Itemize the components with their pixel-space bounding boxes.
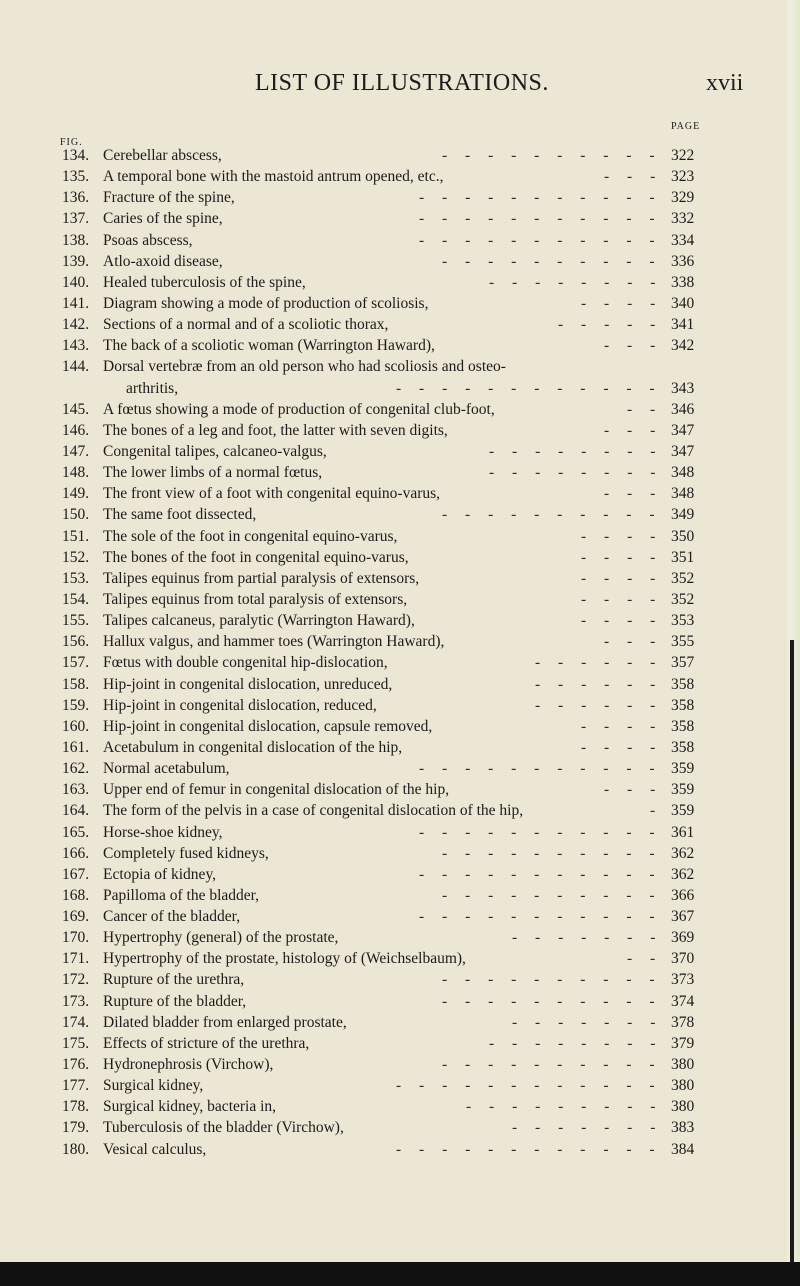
figure-title: Ectopia of kidney, [103,865,217,883]
leader-dots: - - - - [581,569,663,587]
figure-title: Surgical kidney, [103,1077,204,1095]
figure-title: The form of the pelvis in a case of congenital dislocation of the hip, [103,802,524,820]
figure-page: 358 [671,696,695,714]
list-item [62,864,702,885]
figure-title: Hallux valgus, and hammer toes (Warrington Haward), [103,633,445,651]
figure-number: 156. [62,633,90,651]
leader-dots: - - - - - - - - - - - [419,231,662,249]
list-item [62,1012,702,1033]
leader-dots: - - - - - - - - - - [442,147,662,164]
leader-dots: - - - - - - - - - - [442,992,662,1010]
list-item [62,166,702,187]
list-item [62,483,702,504]
list-item [62,504,702,525]
list-item [62,187,702,208]
figure-number: 147. [62,442,90,460]
list-item [62,208,702,229]
list-item [62,737,702,758]
leader-dots: - - - - - - - - [489,273,663,291]
figure-page: 329 [671,189,695,207]
figure-title: Talipes equinus from total paralysis of extensors, [103,590,408,608]
figure-page: 380 [671,1098,695,1116]
figure-title: Upper end of femur in congenital dislocation of the hip, [103,781,450,799]
figure-title: Cancer of the bladder, [103,908,241,926]
figure-page: 353 [671,612,695,630]
figure-title: Hip-joint in congenital dislocation, unreduced, [103,675,393,693]
figure-title: Healed tuberculosis of the spine, [103,273,306,291]
figure-page: 348 [671,464,695,482]
figure-page: 370 [671,950,695,968]
list-item [62,399,702,420]
figure-title: Horse-shoe kidney, [103,823,223,841]
figure-page: 322 [671,147,695,164]
figure-title: Fœtus with double congenital hip-dislocation, [103,654,388,672]
figure-title: Diagram showing a mode of production of scoliosis, [103,294,429,312]
list-item [62,927,702,948]
figure-page: 379 [671,1034,695,1052]
list-item [62,674,702,695]
list-item [62,885,702,906]
figure-page: 383 [671,1119,695,1137]
list-item [62,462,702,483]
figure-page: 338 [671,273,695,291]
figure-title: The same foot dissected, [103,506,257,524]
figure-page: 361 [671,823,695,841]
figure-number: 149. [62,485,90,503]
leader-dots: - - - - - - - - - [466,1098,663,1116]
figure-number: 144. [62,358,90,376]
list-item [62,356,702,377]
figure-title: Hip-joint in congenital dislocation, reduced, [103,696,377,714]
illustration-list [62,145,702,1160]
figure-title: Talipes calcaneus, paralytic (Warrington Haward), [103,612,415,630]
page-column-label: PAGE [671,121,701,132]
figure-title: The lower limbs of a normal fœtus, [103,464,323,482]
figure-title: Fracture of the spine, [103,189,235,207]
figure-number: 160. [62,717,90,735]
figure-page: 342 [671,337,695,355]
figure-page: 358 [671,675,695,693]
figure-page: 336 [671,252,695,270]
figure-number: 135. [62,168,90,186]
list-item [62,293,702,314]
figure-page: 369 [671,929,695,947]
figure-title: Dorsal vertebræ from an old person who had scoliosis and osteo- [103,358,506,376]
leader-dots: - - - - - - - - - - [442,1056,662,1074]
leader-dots: - - [627,400,663,418]
leader-dots: - - - - [581,548,663,566]
list-item [62,610,702,631]
leader-dots: - [650,802,663,820]
leader-dots: - - - [604,781,663,799]
figure-number: 167. [62,865,90,883]
figure-page: 380 [671,1077,695,1095]
figure-title: Normal acetabulum, [103,760,230,778]
figure-number: 143. [62,337,90,355]
figure-title: A temporal bone with the mastoid antrum opened, etc., [103,168,444,186]
figure-number: 176. [62,1056,90,1074]
leader-dots: - - - - - [558,316,663,334]
leader-dots: - - - - [581,590,663,608]
figure-title: The sole of the foot in congenital equino-varus, [103,527,398,545]
leader-dots: - - - [604,485,663,503]
figure-title: Congenital talipes, calcaneo-valgus, [103,442,327,460]
leader-dots: - - - - - - - - - - [442,971,662,989]
leader-dots: - - - - - - - [512,929,663,947]
figure-number: 170. [62,929,90,947]
list-item [62,843,702,864]
page-header [0,70,800,110]
figure-number: 159. [62,696,90,714]
leader-dots: - - - - - - - - - - [442,844,662,862]
list-item [62,948,702,969]
leader-dots: - - - - - - - - - - - - [396,1077,662,1095]
leader-dots: - - - - - - [535,696,663,714]
figure-page: 358 [671,738,695,756]
list-item [62,800,702,821]
figure-number: 155. [62,612,90,630]
figure-title: arthritis, [126,379,179,397]
figure-page: 346 [671,400,695,418]
figure-page: 355 [671,633,695,651]
leader-dots: - - - - - - - - - - - - [396,1140,662,1158]
figure-number: 172. [62,971,90,989]
figure-number: 180. [62,1140,90,1158]
figure-title: Papilloma of the bladder, [103,886,260,904]
figure-page: 340 [671,294,695,312]
figure-number: 145. [62,400,90,418]
figure-number: 137. [62,210,90,228]
figure-title: Rupture of the urethra, [103,971,245,989]
figure-page: 378 [671,1013,695,1031]
figure-title: Completely fused kidneys, [103,844,269,862]
figure-number: 174. [62,1013,90,1031]
list-item [62,1117,702,1138]
figure-number: 168. [62,886,90,904]
list-item [62,1054,702,1075]
list-item [62,420,702,441]
list-item [62,526,702,547]
figure-page: 366 [671,886,695,904]
figure-title: Atlo-axoid disease, [103,252,223,270]
leader-dots: - - - - [581,527,663,545]
figure-number: 158. [62,675,90,693]
leader-dots: - - - [604,337,663,355]
figure-number: 177. [62,1077,90,1095]
figure-number: 136. [62,189,90,207]
figure-number: 134. [62,147,90,164]
figure-page: 323 [671,168,695,186]
list-item [62,1033,702,1054]
leader-dots: - - - - - - - [512,1119,663,1137]
page-edge-shadow [790,640,794,1280]
figure-title: Hypertrophy (general) of the prostate, [103,929,339,947]
figure-number: 161. [62,738,90,756]
list-item [62,547,702,568]
figure-number: 150. [62,506,90,524]
figure-page: 351 [671,548,695,566]
leader-dots: - - - - [581,612,663,630]
list-item [62,695,702,716]
figure-number: 164. [62,802,90,820]
leader-dots: - - - - - - - - [489,442,663,460]
leader-dots: - - - - - - - - - - - [419,865,662,883]
figure-number: 138. [62,231,90,249]
figure-page: 347 [671,442,695,460]
figure-page: 348 [671,485,695,503]
leader-dots: - - - - - - - - - - - [419,210,662,228]
figure-page: 352 [671,569,695,587]
figure-number: 173. [62,992,90,1010]
figure-title: The back of a scoliotic woman (Warrington Haward), [103,337,435,355]
list-item [62,906,702,927]
figure-title: Hip-joint in congenital dislocation, capsule removed, [103,717,433,735]
leader-dots: - - - - - - - - [489,1034,663,1052]
leader-dots: - - - - - - - - - - - [419,823,662,841]
figure-title: Acetabulum in congenital dislocation of the hip, [103,738,403,756]
list-item [62,145,702,166]
list-item [62,758,702,779]
list-item [62,969,702,990]
figure-title: Surgical kidney, bacteria in, [103,1098,277,1116]
figure-page: 359 [671,802,695,820]
figure-page: 334 [671,231,695,249]
figure-number: 165. [62,823,90,841]
figure-number: 148. [62,464,90,482]
figure-number: 179. [62,1119,90,1137]
page-number: xvii [706,70,744,96]
figure-number: 152. [62,548,90,566]
list-item [62,1139,702,1160]
figure-title: Cerebellar abscess, [103,147,222,164]
list-item [62,652,702,673]
figure-title: Sections of a normal and of a scoliotic thorax, [103,316,389,334]
figure-page: 359 [671,781,695,799]
figure-page: 373 [671,971,695,989]
figure-page: 362 [671,844,695,862]
list-item [62,589,702,610]
figure-number: 166. [62,844,90,862]
leader-dots: - - [627,950,663,968]
list-item [62,1075,702,1096]
figure-page: 359 [671,760,695,778]
leader-dots: - - - [604,421,663,439]
leader-dots: - - - - - - - - - - [442,506,662,524]
list-item [62,251,702,272]
figure-page: 374 [671,992,695,1010]
leader-dots: - - - - - - - - - - [442,886,662,904]
figure-page: 350 [671,527,695,545]
figure-number: 140. [62,273,90,291]
figure-page: 358 [671,717,695,735]
figure-number: 178. [62,1098,90,1116]
figure-title: The front view of a foot with congenital equino-varus, [103,485,441,503]
figure-title: Talipes equinus from partial paralysis of extensors, [103,569,420,587]
figure-title: Rupture of the bladder, [103,992,247,1010]
figure-page: 352 [671,590,695,608]
figure-title: Effects of stricture of the urethra, [103,1034,310,1052]
figure-number: 146. [62,421,90,439]
list-item [62,335,702,356]
list-item [62,631,702,652]
figure-title: The bones of the foot in congenital equino-varus, [103,548,409,566]
figure-title: The bones of a leg and foot, the latter with seven digits, [103,421,448,439]
figure-number: 157. [62,654,90,672]
figure-title: Vesical calculus, [103,1140,207,1158]
leader-dots: - - - [604,168,663,186]
list-item [62,272,702,293]
list-item [62,378,702,399]
figure-page: 362 [671,865,695,883]
figure-title: Dilated bladder from enlarged prostate, [103,1013,347,1031]
leader-dots: - - - - [581,717,663,735]
list-item [62,716,702,737]
list-item [62,779,702,800]
figure-number: 139. [62,252,90,270]
leader-dots: - - - - - - - - - - - [419,908,662,926]
leader-dots: - - - [604,633,663,651]
list-item [62,314,702,335]
leader-dots: - - - - - - - - - - - - [396,379,662,397]
list-item [62,822,702,843]
leader-dots: - - - - [581,738,663,756]
leader-dots: - - - - - - - - [489,464,663,482]
figure-page: 384 [671,1140,695,1158]
figure-page: 332 [671,210,695,228]
running-title: LIST OF ILLUSTRATIONS. [255,70,549,96]
leader-dots: - - - - - - - - - - [442,252,662,270]
fig-column-label: FIG. [60,137,83,148]
figure-page: 367 [671,908,695,926]
list-item [62,568,702,589]
figure-title: A fœtus showing a mode of production of congenital club-foot, [103,400,495,418]
figure-page: 343 [671,379,695,397]
figure-number: 151. [62,527,90,545]
figure-page: 341 [671,316,695,334]
leader-dots: - - - - [581,294,663,312]
figure-page: 357 [671,654,695,672]
figure-number: 154. [62,590,90,608]
figure-number: 175. [62,1034,90,1052]
figure-title: Hydronephrosis (Virchow), [103,1056,274,1074]
figure-page: 347 [671,421,695,439]
figure-page: 349 [671,506,695,524]
leader-dots: - - - - - - - - - - - [419,760,662,778]
figure-number: 169. [62,908,90,926]
leader-dots: - - - - - - - [512,1013,663,1031]
bottom-edge-shadow [0,1262,800,1286]
figure-number: 141. [62,294,90,312]
figure-page: 380 [671,1056,695,1074]
figure-title: Tuberculosis of the bladder (Virchow), [103,1119,344,1137]
list-item [62,441,702,462]
figure-number: 153. [62,569,90,587]
figure-number: 162. [62,760,90,778]
leader-dots: - - - - - - - - - - - [419,189,662,207]
figure-number: 142. [62,316,90,334]
figure-title: Psoas abscess, [103,231,193,249]
list-item [62,1096,702,1117]
figure-number: 163. [62,781,90,799]
list-item [62,230,702,251]
leader-dots: - - - - - - [535,654,663,672]
figure-number: 171. [62,950,90,968]
leader-dots: - - - - - - [535,675,663,693]
figure-title: Hypertrophy of the prostate, histology of (Weichselbaum), [103,950,466,968]
figure-title: Caries of the spine, [103,210,223,228]
list-item [62,991,702,1012]
